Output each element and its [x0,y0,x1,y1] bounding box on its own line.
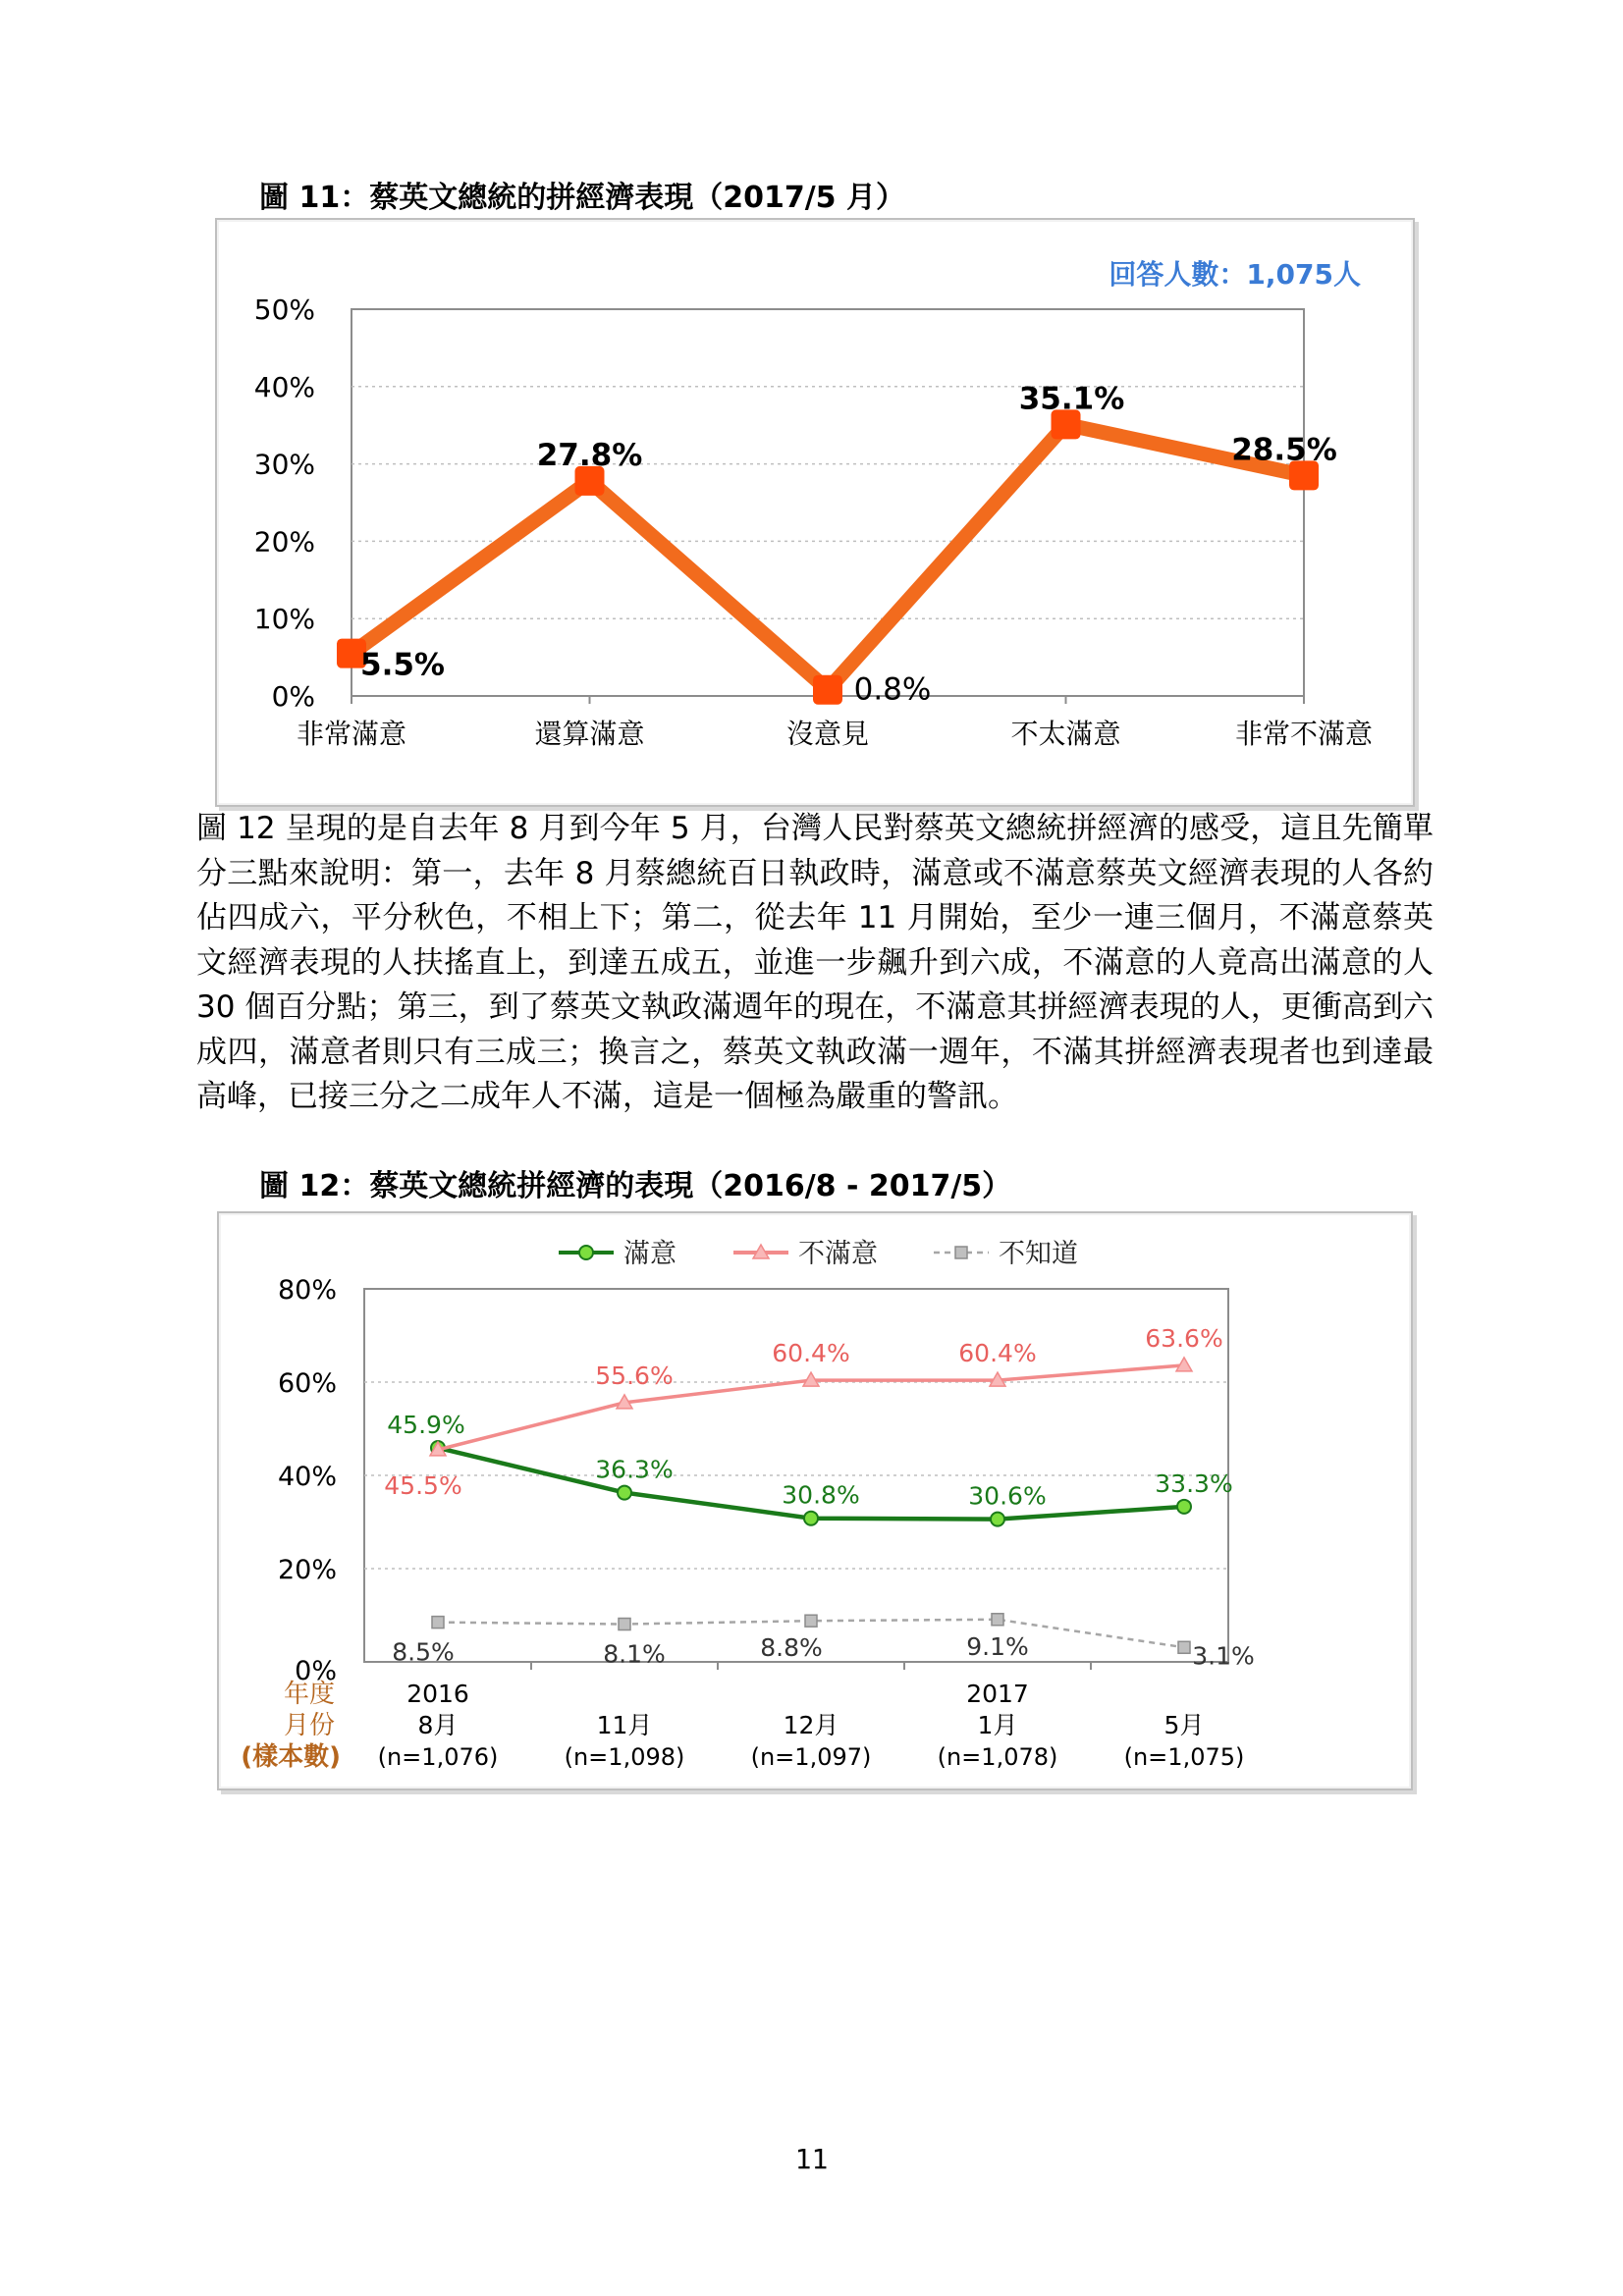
figure-11-caption: 圖 11：蔡英文總統的拼經濟表現（2017/5 月） [259,181,905,215]
year-label: 2016 [406,1680,469,1708]
data-point-marker [992,1614,1003,1626]
sample-size-label: (n=1,076) [377,1743,499,1771]
y-tick-label: 40% [277,1462,337,1492]
data-label: 33.3% [1155,1468,1233,1498]
data-point-marker [432,1617,444,1629]
y-tick-label: 10% [253,603,315,636]
y-tick-label: 80% [277,1275,337,1306]
data-label: 63.6% [1145,1323,1223,1353]
month-label: 11月 [596,1711,653,1739]
data-point-marker [618,1486,631,1500]
legend-label: 滿意 [623,1239,676,1269]
figure-12-svg [219,1213,1411,1789]
page-number: 11 [794,2143,829,2175]
data-label: 60.4% [958,1339,1037,1368]
table-row-label: 年度 [283,1680,335,1709]
data-label: 8.5% [392,1637,455,1667]
sample-size-label: (n=1,078) [937,1743,1058,1771]
x-category-label: 還算滿意 [534,718,645,750]
data-point-marker [991,1513,1004,1526]
y-tick-label: 0% [295,1656,337,1686]
y-tick-label: 50% [253,294,315,326]
y-tick-label: 40% [253,370,315,403]
x-category-label: 沒意見 [785,718,870,750]
legend-label: 不滿意 [798,1239,878,1269]
month-label: 5月 [1163,1711,1205,1739]
data-label: 30.6% [968,1481,1047,1511]
data-label: 55.6% [595,1361,674,1390]
data-label: 5.5% [360,647,445,683]
data-label: 0.8% [853,671,932,708]
data-point-marker [619,1619,630,1630]
plot-area-frame [352,309,1304,696]
x-category-label: 不太滿意 [1010,718,1121,750]
data-label: 9.1% [966,1631,1029,1661]
month-label: 12月 [783,1711,839,1739]
data-point-marker [1178,1641,1190,1653]
body-paragraph: 圖 12 呈現的是自去年 8 月到今年 5 月，台灣人民對蔡英文總統拼經濟的感受，這且先簡單分三點來說明：第一，去年 8 月蔡總統百日執政時，滿意或不滿意蔡英文經濟表現的人各約佔四成六，平分秋色，不相上下；第二，從去年 11 月開始，至少一連三個月，不滿意蔡英文經濟表現的人扶搖直上，到達五成五，並進一步飆升到六成，不滿意的人竟高出滿意的人 30 個百分點；第三，到了蔡英文執政滿週年的現在，不滿意其拼經濟表現的人，更衝高到六成四，滿意者則只有三成三；換言之，蔡英文執政滿一週年，不滿其拼經濟表現者也到達最高峰，已接三分之二成年人不滿，這是一個極為嚴重的警訊。 [196,811,1434,1114]
y-tick-label: 20% [253,525,315,559]
table-row-label: 月份 [283,1711,335,1740]
sample-size-label: (n=1,097) [750,1743,872,1771]
data-point-marker [805,1615,817,1627]
y-tick-label: 30% [253,448,315,481]
sample-size-label: (n=1,075) [1123,1743,1245,1771]
data-label: 28.5% [1231,432,1337,468]
data-label: 45.9% [387,1410,465,1439]
y-tick-label: 0% [271,680,315,713]
data-label: 45.5% [384,1470,462,1500]
data-point-marker [804,1512,818,1525]
x-category-label: 非常不滿意 [1234,718,1374,750]
data-point-marker [813,675,842,705]
respondent-count-note: 回答人數：1,075人 [1109,258,1361,291]
figure-11-chart [215,218,1415,807]
legend-marker [579,1246,593,1259]
data-label: 8.8% [760,1633,823,1663]
sample-size-label: (n=1,098) [564,1743,685,1771]
data-label: 35.1% [1018,381,1125,417]
figure-12-caption: 圖 12：蔡英文總統拼經濟的表現（2016/8 - 2017/5） [259,1169,1012,1203]
figure-11-svg [217,220,1413,805]
month-label: 1月 [977,1711,1018,1739]
month-label: 8月 [417,1711,459,1739]
figure-12-chart [217,1211,1413,1790]
x-category-label: 非常滿意 [296,718,407,750]
legend-label: 不知道 [999,1239,1078,1269]
data-label: 8.1% [603,1639,666,1669]
data-label: 30.8% [782,1480,860,1510]
data-label: 60.4% [772,1339,850,1368]
y-tick-label: 20% [277,1555,337,1585]
data-label: 27.8% [536,437,643,473]
legend-marker [955,1247,967,1258]
year-label: 2017 [966,1680,1029,1708]
table-row-label: (樣本數) [241,1742,341,1772]
data-point-marker [1177,1500,1191,1514]
data-label: 36.3% [595,1455,674,1484]
data-label: 3.1% [1192,1641,1255,1671]
y-tick-label: 60% [277,1368,337,1399]
